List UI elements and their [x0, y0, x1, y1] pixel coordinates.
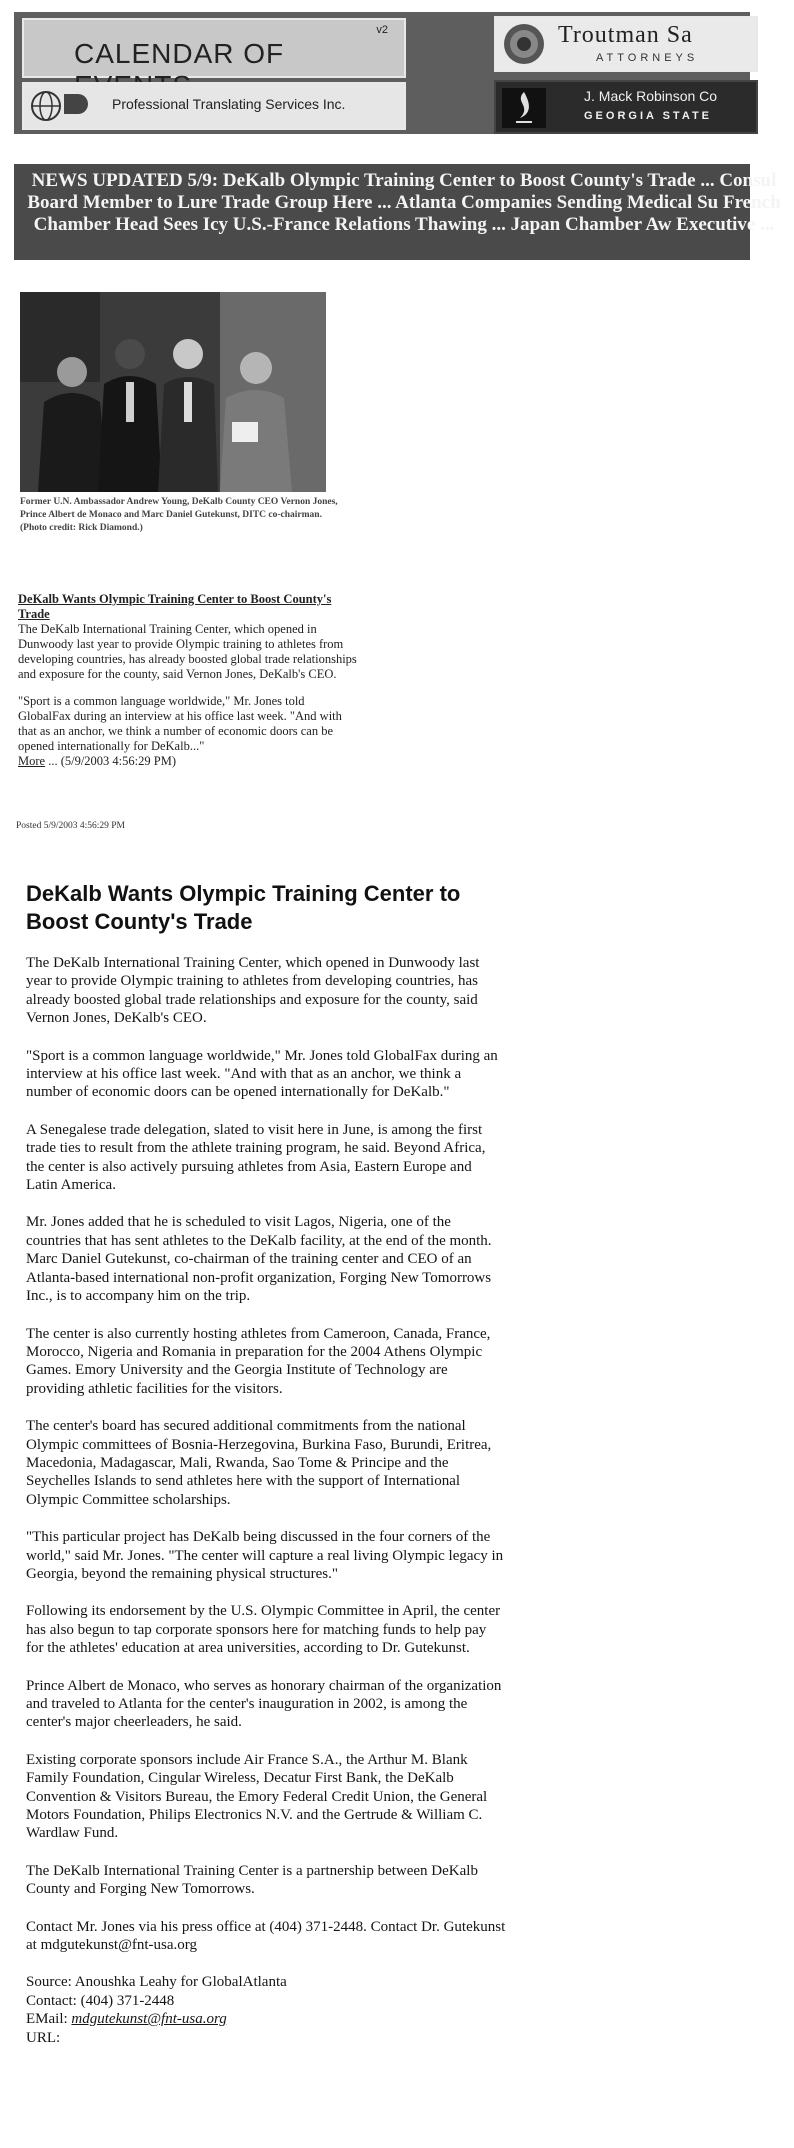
article-paragraph: Mr. Jones added that he is scheduled to visit Lagos, Nigeria, one of the countries that has sent athletes to the DeKalb facility, at the end of the month. Marc Daniel Gutekunst, co-chairman of the training center and CEO of an Atlanta-based international non-profit organization, Forging New Tomorrows Inc., is to accompany him on the trip. — [26, 1214, 492, 1305]
translating-services-ad[interactable] — [22, 82, 406, 130]
ad-banner — [14, 12, 750, 134]
news-photo — [20, 292, 326, 492]
summary-quote-text: "Sport is a common language worldwide," Mr. Jones told GlobalFax during an interview at his office last week. "And with that as an anchor, we think a number of economic doors can be opened internationally for DeKalb..." — [18, 694, 342, 753]
troutman-ad-name: Troutman Sa — [558, 22, 693, 48]
photo-caption: Former U.N. Ambassador Andrew Young, DeKalb County CEO Vernon Jones, Prince Albert de Monaco and Marc Daniel Gutekunst, DITC co-chairman. (Photo credit: Rick Diamond.) — [20, 497, 338, 533]
article-title: DeKalb Wants Olympic Training Center to Boost County's Trade — [26, 881, 461, 934]
calendar-ad-corner: v2 — [376, 24, 388, 36]
seal-logo-icon — [502, 22, 546, 66]
article-paragraph: The DeKalb International Training Center is a partnership between DeKalb County and Forging New Tomorrows. — [26, 1862, 478, 1898]
robinson-college-ad[interactable] — [494, 80, 758, 134]
troutman-ad-sub: ATTORNEYS — [596, 52, 699, 64]
article-paragraph: "Sport is a common language worldwide," Mr. Jones told GlobalFax during an interview at his office last week. "And with that as an anchor, we think a number of economic doors can be opened internationally for DeKalb." — [26, 1047, 498, 1101]
posted-timestamp: Posted 5/9/2003 4:56:29 PM — [16, 821, 125, 831]
summary-headline-link[interactable]: DeKalb Wants Olympic Training Center to Boost County's Trade — [18, 592, 332, 621]
article-source — [26, 1973, 506, 2047]
translating-ad-text: Professional Translating Services Inc. — [112, 96, 346, 112]
news-summary — [18, 592, 358, 781]
robinson-ad-sub: GEORGIA STATE — [584, 110, 713, 122]
article-paragraph: Existing corporate sponsors include Air France S.A., the Arthur M. Blank Family Foundation, Cingular Wireless, Decatur First Bank, the DeKalb Convention & Visitors Bureau, the Emory Federal Credit Union, the General Motors Foundation, Philips Electronics N.V. and the Gertrude & William C. Wardlaw Fund. — [26, 1751, 488, 1842]
summary-quote — [18, 694, 358, 769]
article — [26, 880, 506, 2047]
source-contact: Contact: (404) 371-2448 — [26, 1992, 175, 2009]
source-email — [26, 2010, 506, 2028]
article-paragraph: "This particular project has DeKalb being discussed in the four corners of the world," said Mr. Jones. "The center will capture a real living Olympic legacy in Georgia, beyond the remaining physical structures." — [26, 1529, 504, 1582]
email-link[interactable]: mdgutekunst@fnt-usa.org — [71, 2011, 227, 2028]
robinson-ad-name: J. Mack Robinson Co — [584, 88, 718, 104]
news-updated-text: NEWS UPDATED 5/9: DeKalb Olympic Training Center to Boost County's Trade ... Consul Board Member to Lure Trade Group Here ... Atlanta Companies Sending Medical Su French Chamber Head Sees Icy U.S.-France Relations Thawing ... Japan Chamber Aw Executive ... — [27, 170, 781, 235]
globe-logo-icon — [28, 88, 88, 124]
article-paragraph: A Senegalese trade delegation, slated to visit here in June, is among the first trade ties to result from the athlete training program, he said. Beyond Africa, the center is also actively pursuing athletes from Asia, Eastern Europe and Latin America. — [26, 1121, 486, 1194]
flame-logo-icon — [502, 88, 546, 128]
more-link[interactable]: More — [18, 754, 46, 768]
article-paragraph: Following its endorsement by the U.S. Olympic Committee in April, the center has also begun to tap corporate sponsors here for matching funds to help pay for the athletes' education at area universities, according to Dr. Gutekunst. — [26, 1603, 501, 1657]
article-paragraph: The DeKalb International Training Center, which opened in Dunwoody last year to provide Olympic training to athletes from developing countries, has already boosted global trade relationships and exposure for the county, said Vernon Jones, DeKalb's CEO. — [26, 955, 480, 1027]
source-line: Source: Anoushka Leahy for GlobalAtlanta — [26, 1974, 287, 1991]
article-paragraph: Contact Mr. Jones via his press office at (404) 371-2448. Contact Dr. Gutekunst at mdgutekunst@fnt-usa.org — [26, 1918, 506, 1954]
source-url: URL: — [26, 2029, 61, 2046]
email-label: EMail: — [26, 2011, 72, 2028]
news-updated-bar[interactable] — [14, 164, 781, 260]
calendar-ad-title: CALENDAR OF — [74, 38, 285, 69]
troutman-sanders-ad[interactable] — [494, 16, 758, 72]
summary-body: The DeKalb International Training Center, which opened in Dunwoody last year to provide Olympic training to athletes from developing countries, has already boosted global trade relationships and exposure for the county, said Vernon Jones, DeKalb's CEO. — [18, 622, 357, 681]
article-paragraph: The center's board has secured additional commitments from the national Olympic committees of Bosnia-Herzegovina, Burkina Faso, Burundi, Eritrea, Macedonia, Madagascar, Mali, Rwanda, Sao Tome & Principe and the Seychelles Islands to send athletes here with the support of International Olympic Committee scholarships. — [26, 1418, 492, 1508]
calendar-of-events-ad[interactable] — [22, 18, 406, 78]
photo-image — [20, 292, 326, 492]
article-paragraph: Prince Albert de Monaco, who serves as honorary chairman of the organization and traveled to Atlanta for the center's inauguration in 2002, is among the center's major cheerleaders, he said. — [26, 1677, 502, 1731]
more-date: ... (5/9/2003 4:56:29 PM) — [45, 754, 176, 768]
article-paragraph: The center is also currently hosting athletes from Cameroon, Canada, France, Morocco, Nigeria and Romania in preparation for the 2004 Athens Olympic Games. Emory University and the Georgia Institute of Technology are providing athletic facilities for the visitors. — [26, 1325, 491, 1397]
